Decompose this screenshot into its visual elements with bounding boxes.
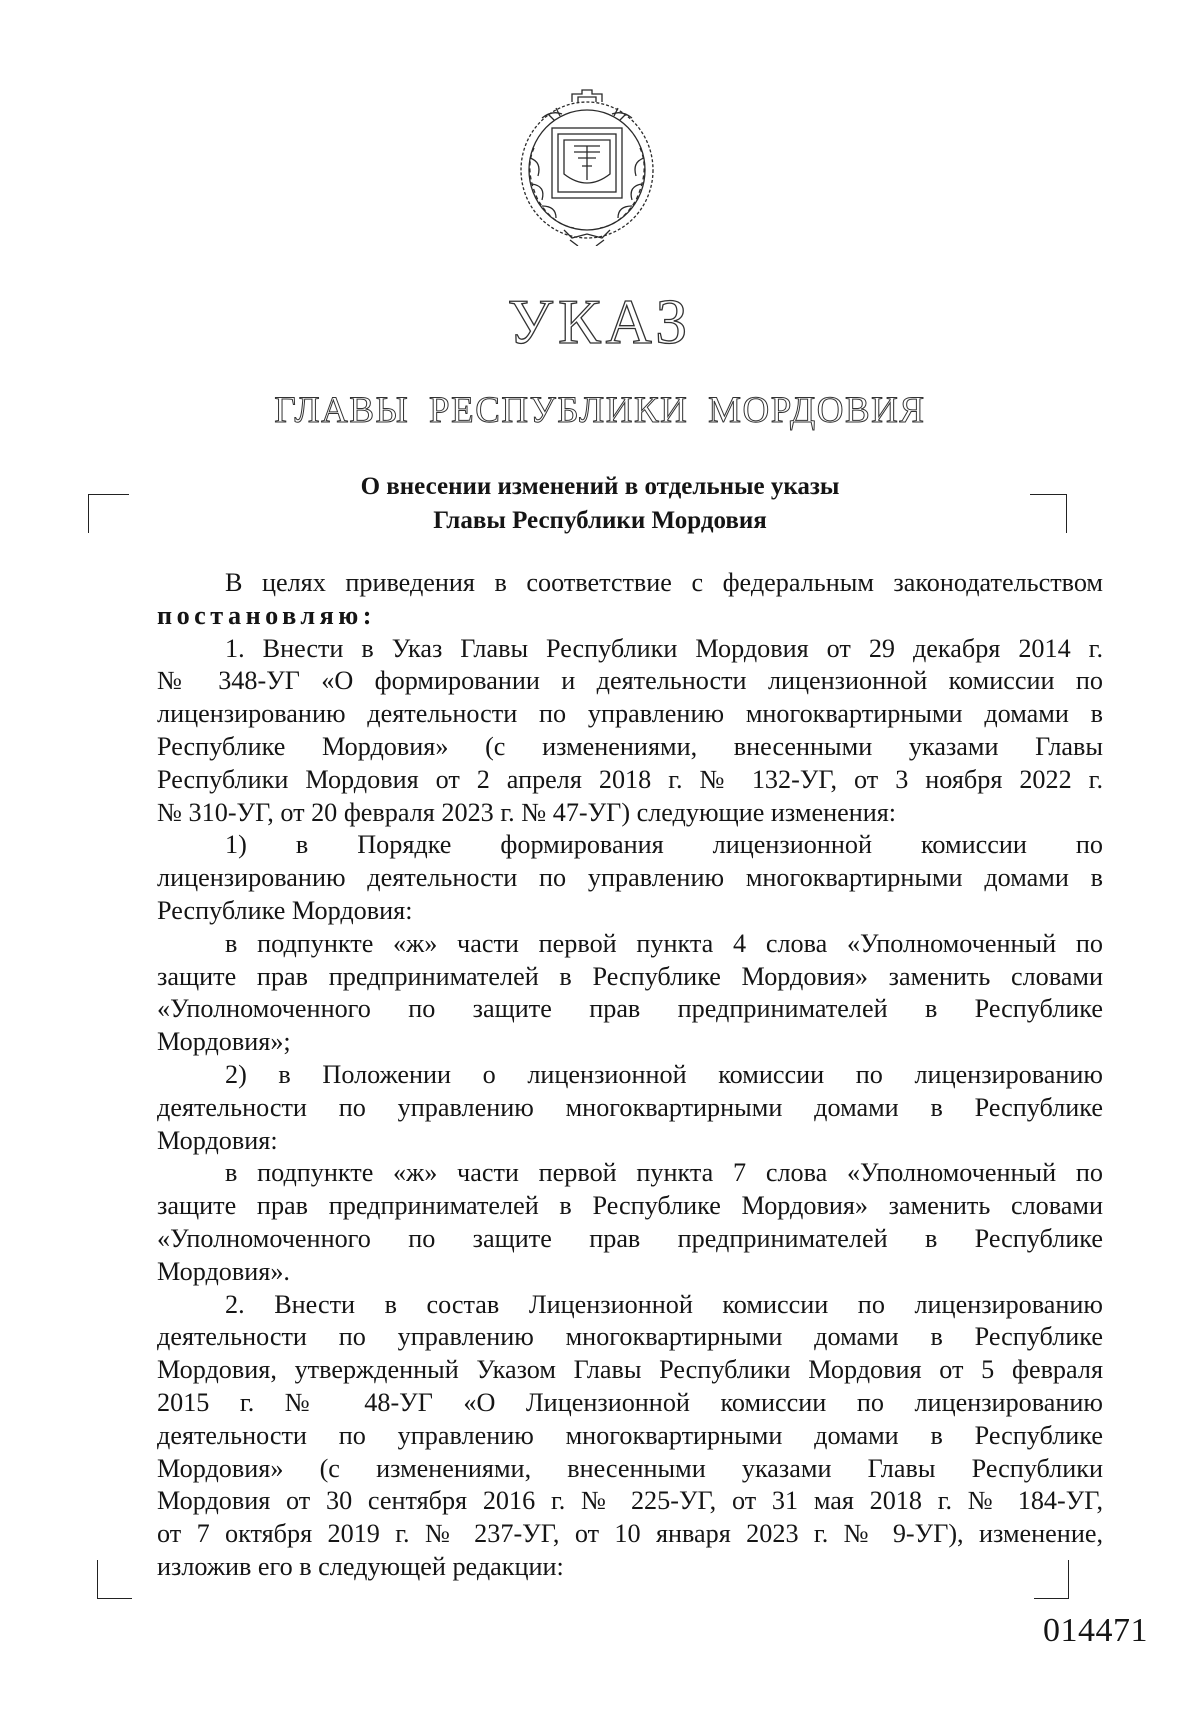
body-line: 1. Внести в Указ Главы Республики Мордовия от 29 декабря 2014 г. xyxy=(225,633,1103,663)
body-line: 2) в Положении о лицензионной комиссии по лицензированию xyxy=(225,1059,1103,1089)
body-line: Мордовия, утвержденный Указом Главы Республики Мордовия от 5 февраля xyxy=(157,1355,1103,1385)
body-line: изложив его в следующей редакции: xyxy=(157,1551,564,1581)
intro-paragraph: В целях приведения в соответствие с федеральным законодательством xyxy=(225,568,1103,597)
coat-of-arms-emblem xyxy=(512,88,662,246)
body-line: № 310-УГ, от 20 февраля 2023 г. № 47-УГ) следующие изменения: xyxy=(157,797,897,827)
body-line: деятельности по управлению многоквартирными домами в Республике xyxy=(157,1092,1103,1122)
body-line: Мордовия». xyxy=(157,1256,290,1286)
subject-line-2: Главы Республики Мордовия xyxy=(433,507,767,534)
subject-line-1: О внесении изменений в отдельные указы xyxy=(360,473,840,500)
body-line: Республики Мордовия от 2 апреля 2018 г. № 132-УГ, от 3 ноября 2022 г. xyxy=(157,764,1103,794)
body-line: Мордовия от 30 сентября 2016 г. № 225-УГ, от 31 мая 2018 г. № 184-УГ, xyxy=(157,1486,1103,1516)
corner-mark-top-right xyxy=(1030,494,1067,533)
decree-body xyxy=(157,567,1103,1584)
body-line: лицензированию деятельности по управлению многоквартирными домами в xyxy=(157,699,1103,729)
body-line: № 348-УГ «О формировании и деятельности лицензионной комиссии по xyxy=(157,666,1103,696)
body-line: 2. Внести в состав Лицензионной комиссии по лицензированию xyxy=(225,1289,1103,1319)
decree-subject xyxy=(300,470,900,538)
corner-mark-bottom-left xyxy=(97,1560,132,1599)
body-line: Мордовия»; xyxy=(157,1027,291,1057)
body-line: деятельности по управлению многоквартирными домами в Республике xyxy=(157,1420,1103,1450)
body-line: от 7 октября 2019 г. № 237-УГ, от 10 января 2023 г. № 9-УГ), изменение, xyxy=(157,1519,1103,1549)
body-line: в подпункте «ж» части первой пункта 4 слова «Уполномоченный по xyxy=(225,928,1103,958)
body-line: 1) в Порядке формирования лицензионной комиссии по xyxy=(225,830,1103,860)
body-line: Мордовия» (с изменениями, внесенными указами Главы Республики xyxy=(157,1453,1103,1483)
body-line: лицензированию деятельности по управлению многоквартирными домами в xyxy=(157,863,1103,893)
body-line: «Уполномоченного по защите прав предпринимателей в Республике xyxy=(157,1223,1103,1253)
registration-number: 014471 xyxy=(1043,1612,1148,1649)
decree-word: постановляю: xyxy=(157,600,377,630)
body-line: защите прав предпринимателей в Республике Мордовия» заменить словами xyxy=(157,1191,1103,1221)
body-line: Мордовия: xyxy=(157,1125,278,1155)
body-line: «Уполномоченного по защите прав предпринимателей в Республике xyxy=(157,994,1103,1024)
body-line: деятельности по управлению многоквартирными домами в Республике xyxy=(157,1322,1103,1352)
decree-keyword xyxy=(157,600,1103,633)
body-line: Республике Мордовия: xyxy=(157,895,413,925)
document-type-title: УКАЗ xyxy=(507,286,693,357)
body-line: 2015 г. № 48-УГ «О Лицензионной комиссии по лицензированию xyxy=(157,1387,1103,1417)
body-line: в подпункте «ж» части первой пункта 7 слова «Уполномоченный по xyxy=(225,1158,1103,1188)
corner-mark-top-left xyxy=(88,494,129,533)
body-line: защите прав предпринимателей в Республике Мордовия» заменить словами xyxy=(157,961,1103,991)
body-line: Республике Мордовия» (с изменениями, внесенными указами Главы xyxy=(157,731,1103,761)
issuer-subtitle: ГЛАВЫ РЕСПУБЛИКИ МОРДОВИЯ xyxy=(274,390,926,431)
